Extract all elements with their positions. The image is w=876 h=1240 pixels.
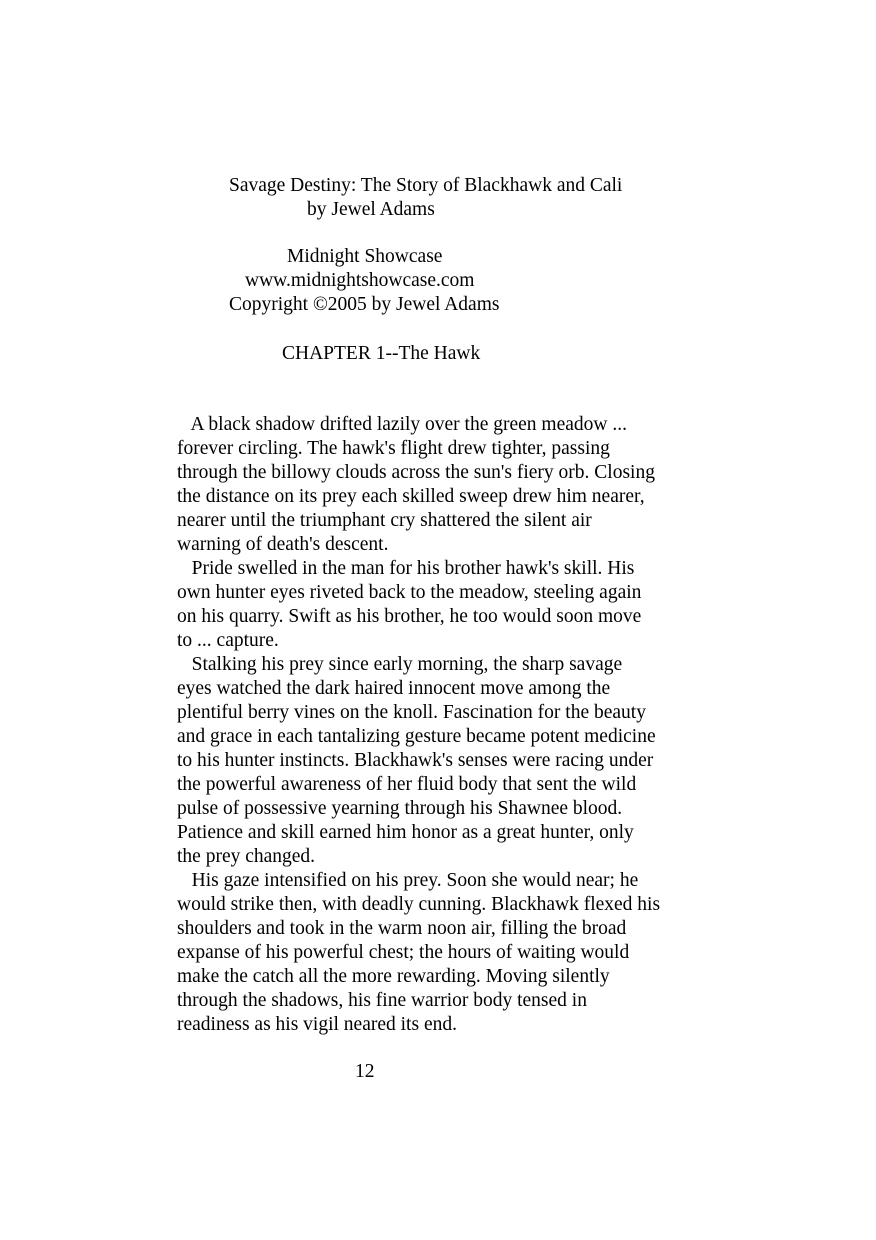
body-line: would strike then, with deadly cunning. Blackhawk flexed his — [177, 894, 661, 915]
publisher-website: www.midnightshowcase.com — [245, 270, 475, 291]
body-line: the prey changed. — [177, 846, 316, 867]
body-line: the powerful awareness of her fluid body that sent the wild — [177, 774, 637, 795]
body-line: eyes watched the dark haired innocent move among the — [177, 678, 611, 699]
body-line: plentiful berry vines on the knoll. Fascination for the beauty — [177, 702, 646, 723]
copyright-notice: Copyright ©2005 by Jewel Adams — [229, 294, 500, 315]
body-line: nearer until the triumphant cry shattered the silent air — [177, 510, 592, 531]
body-line: make the catch all the more rewarding. Moving silently — [177, 966, 610, 987]
body-line: through the shadows, his fine warrior body tensed in — [177, 990, 587, 1011]
body-line: His gaze intensified on his prey. Soon she would near; he — [177, 870, 639, 891]
body-line: through the billowy clouds across the sun's fiery orb. Closing — [177, 462, 655, 483]
body-line: expanse of his powerful chest; the hours of waiting would — [177, 942, 630, 963]
body-line: forever circling. The hawk's flight drew tighter, passing — [177, 438, 610, 459]
body-line: own hunter eyes riveted back to the meadow, steeling again — [177, 582, 642, 603]
chapter-body — [177, 413, 737, 1037]
book-title: Savage Destiny: The Story of Blackhawk and Cali — [229, 175, 623, 196]
body-line: on his quarry. Swift as his brother, he too would soon move — [177, 606, 642, 627]
body-line: the distance on its prey each skilled sweep drew him nearer, — [177, 486, 645, 507]
body-line: warning of death's descent. — [177, 534, 389, 555]
body-line: to ... capture. — [177, 630, 279, 651]
publisher-name: Midnight Showcase — [287, 246, 443, 267]
body-line: shoulders and took in the warm noon air, filling the broad — [177, 918, 627, 939]
body-line: readiness as his vigil neared its end. — [177, 1014, 457, 1035]
body-line: Patience and skill earned him honor as a great hunter, only — [177, 822, 634, 843]
body-line: A black shadow drifted lazily over the green meadow ... — [177, 414, 627, 435]
body-line: Stalking his prey since early morning, the sharp savage — [177, 654, 623, 675]
body-line: pulse of possessive yearning through his Shawnee blood. — [177, 798, 623, 819]
body-line: to his hunter instincts. Blackhawk's senses were racing under — [177, 750, 654, 771]
body-line: Pride swelled in the man for his brother hawk's skill. His — [177, 558, 635, 579]
page-number: 12 — [355, 1061, 375, 1082]
author-byline: by Jewel Adams — [307, 199, 435, 220]
body-line: and grace in each tantalizing gesture became potent medicine — [177, 726, 656, 747]
chapter-heading: CHAPTER 1--The Hawk — [282, 343, 481, 364]
